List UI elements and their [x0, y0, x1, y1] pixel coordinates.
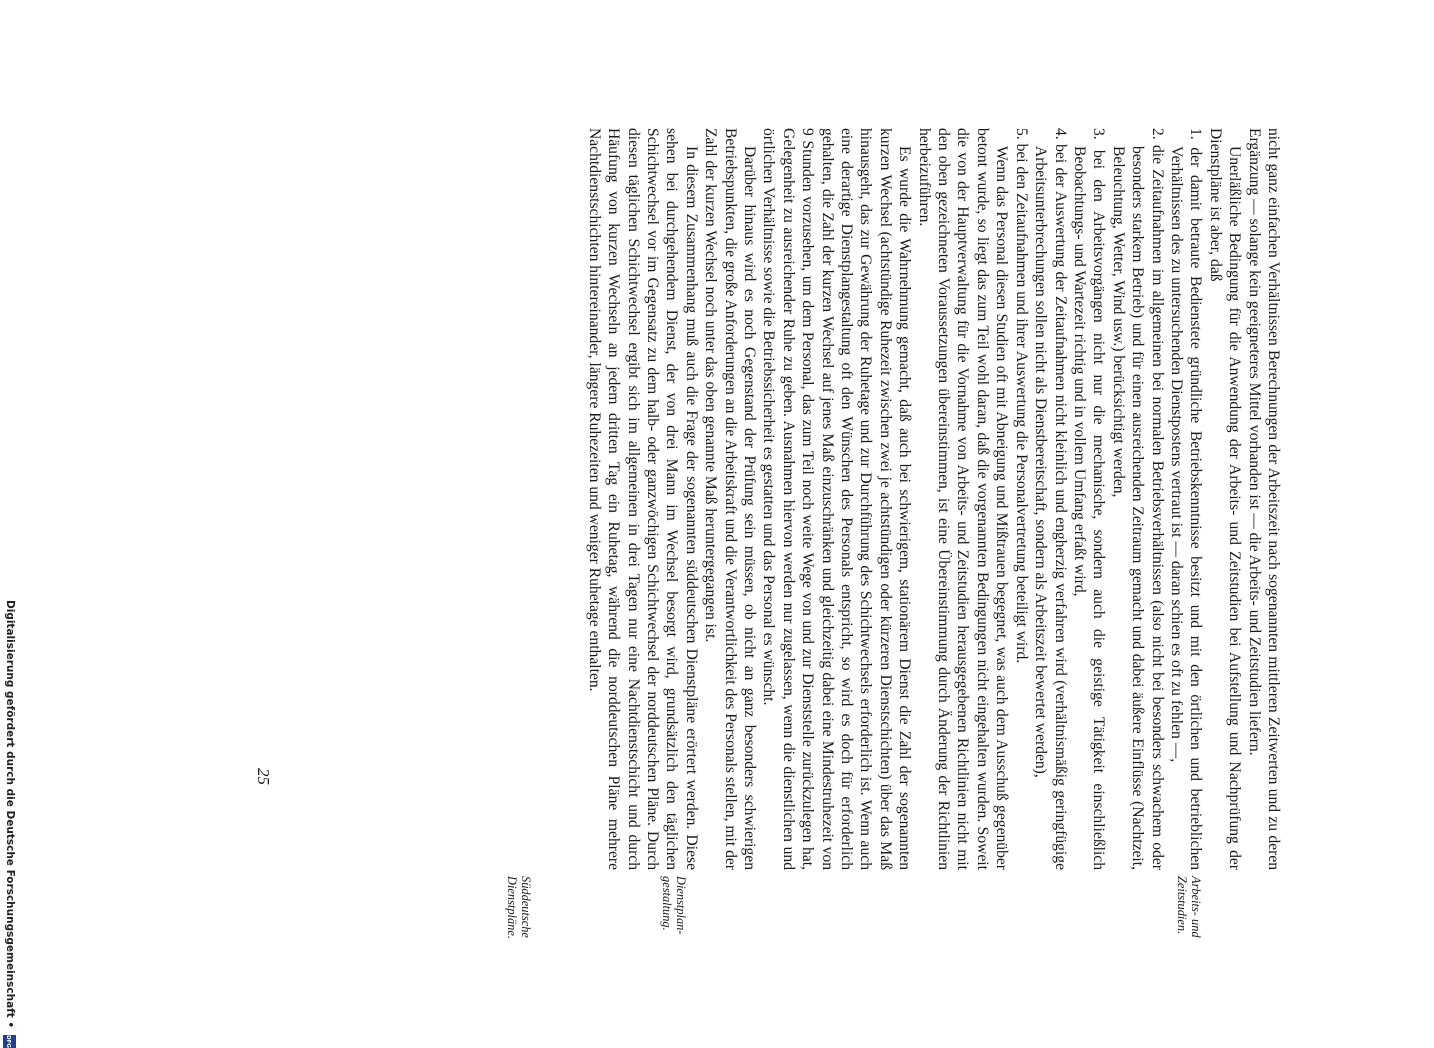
margin-note-arbeits-zeitstudien: Arbeits- und Zeitstudien.: [1175, 876, 1203, 938]
list-item-3: 3. bei den Arbeitsvorgängen nicht nur die mechanische, sondern auch die geistige Tätigkeit einschließlich Beobachtungs- und Wartezeit richtig und in vollem Umfang erfaßt wird,: [1070, 128, 1108, 870]
list-item-2: 2. die Zeitaufnahmen im allgemeinen bei normalen Betriebsverhältnissen (also nicht bei besonders schwachem oder besonders starkem Betrieb) und für einen ausreichenden Zeitraum gemacht und dabei äußere Einflüsse (Nachtzeit, Beleuchtung, Wetter, Wind usw.) berücksichtigt werden,: [1109, 128, 1166, 870]
list-item-1: 1. der damit betraute Bedienstete gründliche Betriebskenntnisse besitzt und mit den örtlichen und betrieblichen Verhältnissen des zu untersuchenden Dienstpostens vertraut ist — daran schien es oft zu fehlen —,: [1167, 128, 1205, 870]
margin-note-dienstplangestaltung: Dienstplan-gestaltung.: [660, 876, 688, 935]
document-page: [253, 128, 1283, 939]
list-item-4: 4. bei der Auswertung der Zeitaufnahmen nicht kleinlich und engherzig verfahren wird (verhältnismäßig geringfügige Arbeitsunterbrechungen sollen nicht als Dienstbereitschaft, sondern als Arbeitszeit bewertet werden),: [1032, 128, 1069, 870]
paragraph-condition: Unerläßliche Bedingung für die Anwendung der Arbeits- und Zeitstudien bei Aufstellung und Nachprüfung der Dienstpläne ist aber, daß: [1206, 128, 1244, 870]
paragraph-intro: nicht ganz einfachen Verhältnissen Berechnungen der Arbeitszeit nach sogenannten mittleren Zeitwerten und zu deren Ergänzung — solange kein geeigneteres Mittel vorhanden ist — die Arbeits- und Zeitstudien liefern.: [1245, 128, 1282, 870]
digitization-footer: [2, 600, 18, 1048]
paragraph-wechsel: Es wurde die Wahrnehmung gemacht, daß auch bei schwierigem, stationärem Dienst die Zahl der sogenannten kurzen Wechsel (achtstündige Ruhezeit zwischen zwei je achtstündigen oder kürzeren Dienstschichten) über das Maß hinausgeht, das zur Gewährung der Ruhetage und zur Durchführung des Schichtwechsels erforderlich ist. Wenn auch eine derartige Dienstplangestaltung oft den Wünschen des Personals entspricht, so wird es doch für erforderlich gehalten, die Zahl der kurzen Wechsel auf jenes Maß einzuschränken und gleichzeitig dabei eine Mindestruhezeit von 9 Stunden vorzusehen, um dem Personal, das zum Teil noch weite Wege von und zur Dienststelle zurückzulegen hat, Gelegenheit zu ausreichender Ruhe zu geben. Ausnahmen hiervon werden nur zugelassen, wenn die dienstlichen und örtlichen Verhältnisse sowie die Betriebssicherheit es gestatten und das Personal es wünscht.: [760, 128, 914, 870]
page-number: 25: [254, 768, 273, 785]
paragraph-sueddeutsch: In diesem Zusammenhang muß auch die Frage der sogenannten süddeutschen Dienstpläne erörtert werden. Diese sehen bei durchgehendem Dienst, der von drei Mann im Wechsel besorgt wird, grundsätzlich den täglichen Schichtwechsel vor im Gegensatz zu dem halb- oder ganzwöchigen Schichtwechsel der norddeutschen Pläne. Durch diesen täglichen Schichtwechsel ergibt sich im allgemeinen in drei Tagen nur eine Nachtdienstschicht und durch Häufung von kurzen Wechseln an jedem dritten Tag ein Ruhetag, während die norddeutschen Pläne mehrere Nachtdienstschichten hintereinander, längere Ruhezeiten und weniger Ruhetage enthalten.: [585, 128, 700, 870]
dfg-logo-icon: [4, 1035, 17, 1048]
dfg-logo-label: DFG: [5, 1034, 12, 1048]
list-item-5: 5. bei den Zeitaufnahmen und ihrer Auswertung die Personalvertretung beteiligt wird.: [1012, 128, 1030, 664]
body-text: [584, 128, 1283, 870]
margin-note-sueddeutsche-dienstplaene: Süddeutsche Dienstpläne.: [505, 876, 533, 939]
paragraph-personal: Wenn das Personal diesen Studien oft mit Abneigung und Mißtrauen begegnet, was auch dem Ausschuß gegenüber betont wurde, so liegt das zum Teil wohl daran, daß die vorgenannten Bedingungen nicht eingehalten wurden. Soweit die von der Hauptverwaltung für die Vornahme von Arbeits- und Zeitstudien herausgegebenen Richtlinien nicht mit den oben gezeichneten Voraussetzungen übereinstimmen, ist eine Übereinstimmung durch Änderung der Richtlinien herbeizuführen.: [915, 128, 1011, 870]
paragraph-darueber: Darüber hinaus wird es noch Gegenstand der Prüfung sein müssen, ob nicht an ganz besonders schwierigen Betriebspunkten, die große Anforderungen an die Arbeitskraft und die Verantwortlichkeit des Personals stellen, mit der Zahl der kurzen Wechsel noch unter das oben genannte Maß heruntergegangen ist.: [702, 128, 759, 870]
footer-text: Digitalisierung gefördert durch die Deutsche Forschungsgemeinschaft •: [4, 600, 16, 1029]
